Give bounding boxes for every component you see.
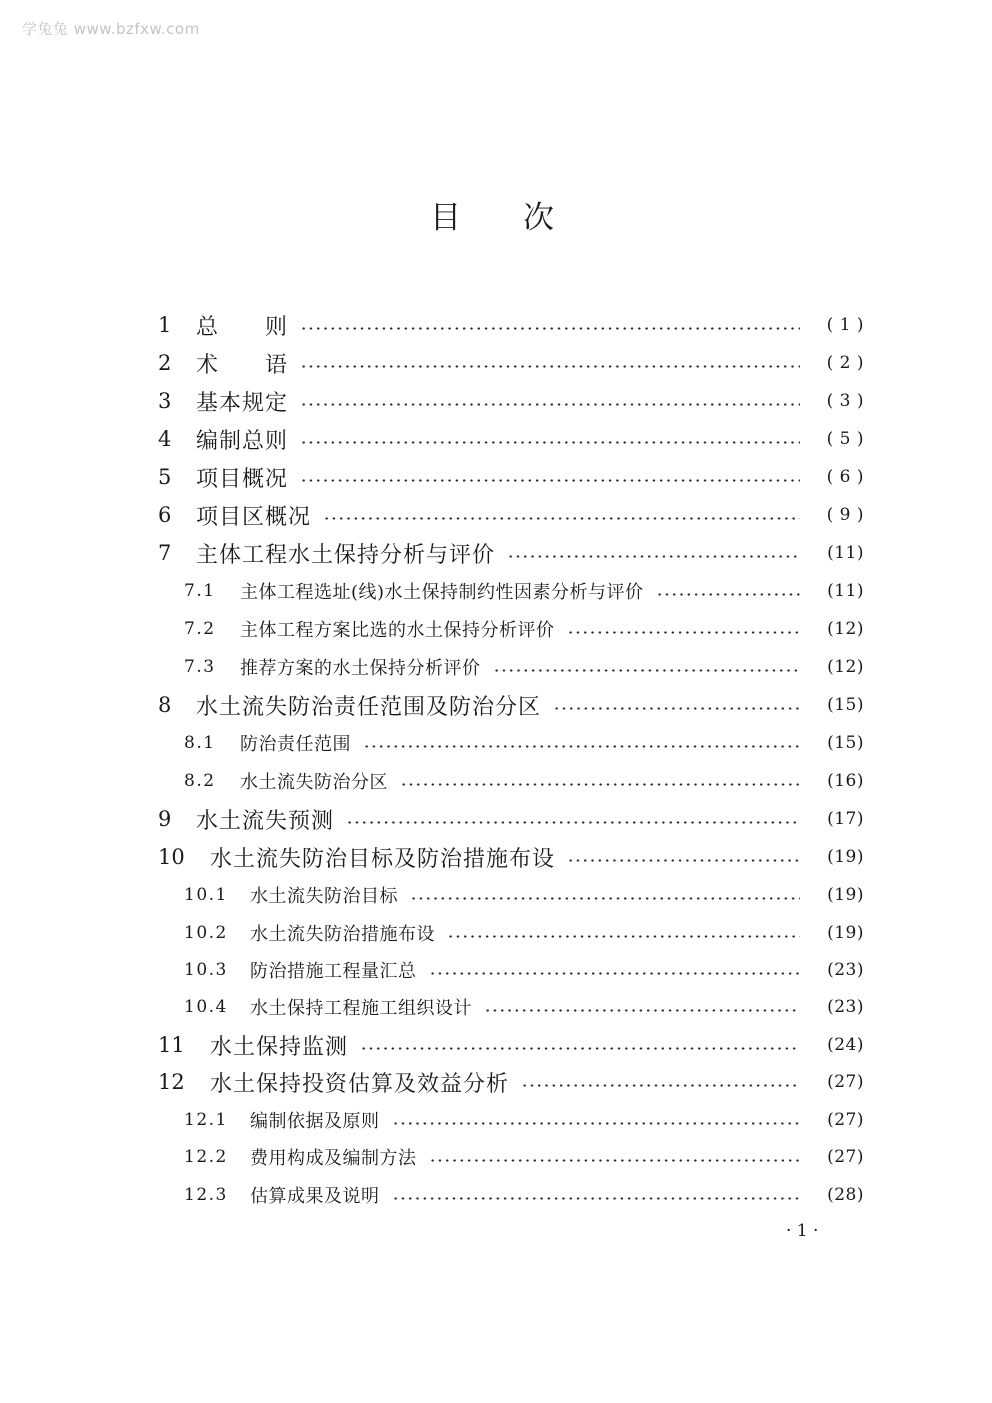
- page-number: · 1 ·: [786, 1221, 819, 1241]
- toc-entry-number: 9: [158, 807, 172, 831]
- toc-entry-title: 水土流失预测: [196, 808, 335, 834]
- toc-entry[interactable]: [158, 1031, 864, 1059]
- toc-entry-title: 水土流失防治责任范围及防治分区: [196, 694, 542, 720]
- toc-entry-title: 编制总则: [196, 428, 289, 454]
- toc-entry-title: 项目区概况: [196, 504, 312, 530]
- toc-entry-page: (23): [827, 960, 864, 980]
- toc-entry[interactable]: [158, 691, 864, 719]
- toc-entry-number: 8: [158, 693, 172, 717]
- toc-entry-title: 主体工程水土保持分析与评价: [196, 542, 496, 568]
- toc-entry[interactable]: [158, 425, 864, 453]
- dot-leader: [300, 365, 800, 368]
- toc-entry-page: (15): [827, 733, 864, 753]
- toc-entry-number: 12: [158, 1070, 185, 1094]
- toc-entry-title: 水土保持监测: [210, 1034, 349, 1060]
- toc-entry-page: ( 5 ): [826, 429, 864, 449]
- toc-entry-page: (23): [827, 997, 864, 1017]
- toc-entry-page: (12): [827, 619, 864, 639]
- toc-entry-number: 6: [158, 503, 172, 527]
- toc-entry-number: 5: [158, 465, 172, 489]
- dot-leader: [484, 1009, 800, 1012]
- toc-entry-number: 4: [158, 427, 172, 451]
- dot-leader: [656, 593, 800, 596]
- toc-subentry[interactable]: [184, 881, 864, 909]
- toc-entry-number: 7.1: [184, 581, 216, 601]
- watermark-text: 学兔兔 www.bzfxw.com: [22, 20, 200, 38]
- dot-leader: [567, 859, 800, 862]
- page-title: 目次: [430, 200, 616, 236]
- toc-entry-title: 水土保持工程施工组织设计: [250, 998, 472, 1019]
- toc-entry-number: 10: [158, 845, 185, 869]
- toc-entry-title: 费用构成及编制方法: [250, 1148, 417, 1169]
- toc-entry-title: 编制依据及原则: [250, 1111, 380, 1132]
- toc-entry[interactable]: [158, 311, 864, 339]
- toc-entry-number: 8.2: [184, 771, 216, 791]
- toc-entry[interactable]: [158, 463, 864, 491]
- toc-entry-page: ( 2 ): [826, 353, 864, 373]
- toc-entry-number: 2: [158, 351, 172, 375]
- dot-leader: [400, 783, 800, 786]
- toc-entry[interactable]: [158, 349, 864, 377]
- toc-entry-number: 1: [158, 313, 172, 337]
- toc-entry-title: 基本规定: [196, 390, 289, 416]
- toc-entry-title: 主体工程选址(线)水土保持制约性因素分析与评价: [240, 582, 644, 603]
- dot-leader: [323, 517, 800, 520]
- toc-entry-number: 7.2: [184, 619, 216, 639]
- toc-entry-title: 防治措施工程量汇总: [250, 961, 417, 982]
- toc-entry-number: 8.1: [184, 733, 216, 753]
- toc-entry-title: 主体工程方案比选的水土保持分析评价: [240, 620, 555, 641]
- toc-entry-title: 推荐方案的水土保持分析评价: [240, 658, 481, 679]
- toc-entry-page: (16): [827, 771, 864, 791]
- toc-entry-number: 12.3: [184, 1185, 228, 1205]
- toc-entry-page: (19): [827, 885, 864, 905]
- toc-entry-title: 项目概况: [196, 466, 289, 492]
- toc-entry-number: 10.2: [184, 923, 228, 943]
- toc-entry-title: 水土流失防治目标: [250, 886, 398, 907]
- toc-subentry[interactable]: [184, 577, 864, 605]
- dot-leader: [300, 441, 800, 444]
- toc-entry-title: 水土流失防治目标及防治措施布设: [210, 846, 556, 872]
- dot-leader: [360, 1047, 800, 1050]
- toc-entry-number: 12.2: [184, 1147, 228, 1167]
- toc-entry-page: (15): [827, 695, 864, 715]
- toc-entry[interactable]: [158, 843, 864, 871]
- toc-subentry[interactable]: [184, 956, 864, 984]
- toc-subentry[interactable]: [184, 767, 864, 795]
- toc-entry-number: 7: [158, 541, 172, 565]
- toc-subentry[interactable]: [184, 1181, 864, 1209]
- toc-entry-page: (27): [827, 1072, 864, 1092]
- toc-entry[interactable]: [158, 387, 864, 415]
- dot-leader: [346, 821, 800, 824]
- toc-entry-title: 水土保持投资估算及效益分析: [210, 1071, 510, 1097]
- dot-leader: [300, 327, 800, 330]
- dot-leader: [507, 555, 800, 558]
- dot-leader: [493, 669, 801, 672]
- toc-subentry[interactable]: [184, 653, 864, 681]
- dot-leader: [363, 745, 800, 748]
- toc-subentry[interactable]: [184, 919, 864, 947]
- toc-entry-title: 术 语: [196, 352, 289, 378]
- dot-leader: [300, 479, 800, 482]
- dot-leader: [392, 1122, 801, 1125]
- toc-entry-number: 7.3: [184, 657, 216, 677]
- toc-subentry[interactable]: [184, 993, 864, 1021]
- toc-entry-number: 10.1: [184, 885, 228, 905]
- toc-entry-page: ( 9 ): [826, 505, 864, 525]
- toc-entry-number: 10.4: [184, 997, 228, 1017]
- dot-leader: [429, 1159, 801, 1162]
- toc-entry[interactable]: [158, 501, 864, 529]
- toc-entry-page: (27): [827, 1110, 864, 1130]
- toc-entry-title: 水土流失防治措施布设: [250, 924, 435, 945]
- toc-entry-page: ( 1 ): [826, 315, 864, 335]
- dot-leader: [567, 631, 801, 634]
- toc-entry[interactable]: [158, 1068, 864, 1096]
- toc-entry-number: 3: [158, 389, 172, 413]
- toc-entry-page: (12): [827, 657, 864, 677]
- toc-entry-title: 估算成果及说明: [250, 1186, 380, 1207]
- toc-entry-page: ( 6 ): [826, 467, 864, 487]
- toc-entry-page: (17): [827, 809, 864, 829]
- toc-entry[interactable]: [158, 805, 864, 833]
- toc-subentry[interactable]: [184, 729, 864, 757]
- dot-leader: [521, 1084, 800, 1087]
- toc-entry-number: 12.1: [184, 1110, 228, 1130]
- toc-entry-page: (24): [827, 1035, 864, 1055]
- dot-leader: [300, 403, 800, 406]
- toc-entry-number: 10.3: [184, 960, 228, 980]
- dot-leader: [410, 897, 800, 900]
- toc-entry-page: ( 3 ): [826, 391, 864, 411]
- dot-leader: [447, 935, 800, 938]
- toc-entry-page: (19): [827, 847, 864, 867]
- toc-entry-title: 水土流失防治分区: [240, 772, 388, 793]
- toc-entry-page: (19): [827, 923, 864, 943]
- toc-entry-page: (11): [827, 581, 864, 601]
- toc-entry-page: (11): [827, 543, 864, 563]
- dot-leader: [553, 707, 800, 710]
- dot-leader: [392, 1197, 801, 1200]
- toc-subentry[interactable]: [184, 615, 864, 643]
- toc-entry[interactable]: [158, 539, 864, 567]
- toc-entry-number: 11: [158, 1033, 185, 1057]
- toc-entry-title: 总 则: [196, 314, 289, 340]
- toc-subentry[interactable]: [184, 1143, 864, 1171]
- dot-leader: [429, 972, 801, 975]
- toc-subentry[interactable]: [184, 1106, 864, 1134]
- toc-entry-page: (27): [827, 1147, 864, 1167]
- toc-entry-title: 防治责任范围: [240, 734, 351, 755]
- toc-entry-page: (28): [827, 1185, 864, 1205]
